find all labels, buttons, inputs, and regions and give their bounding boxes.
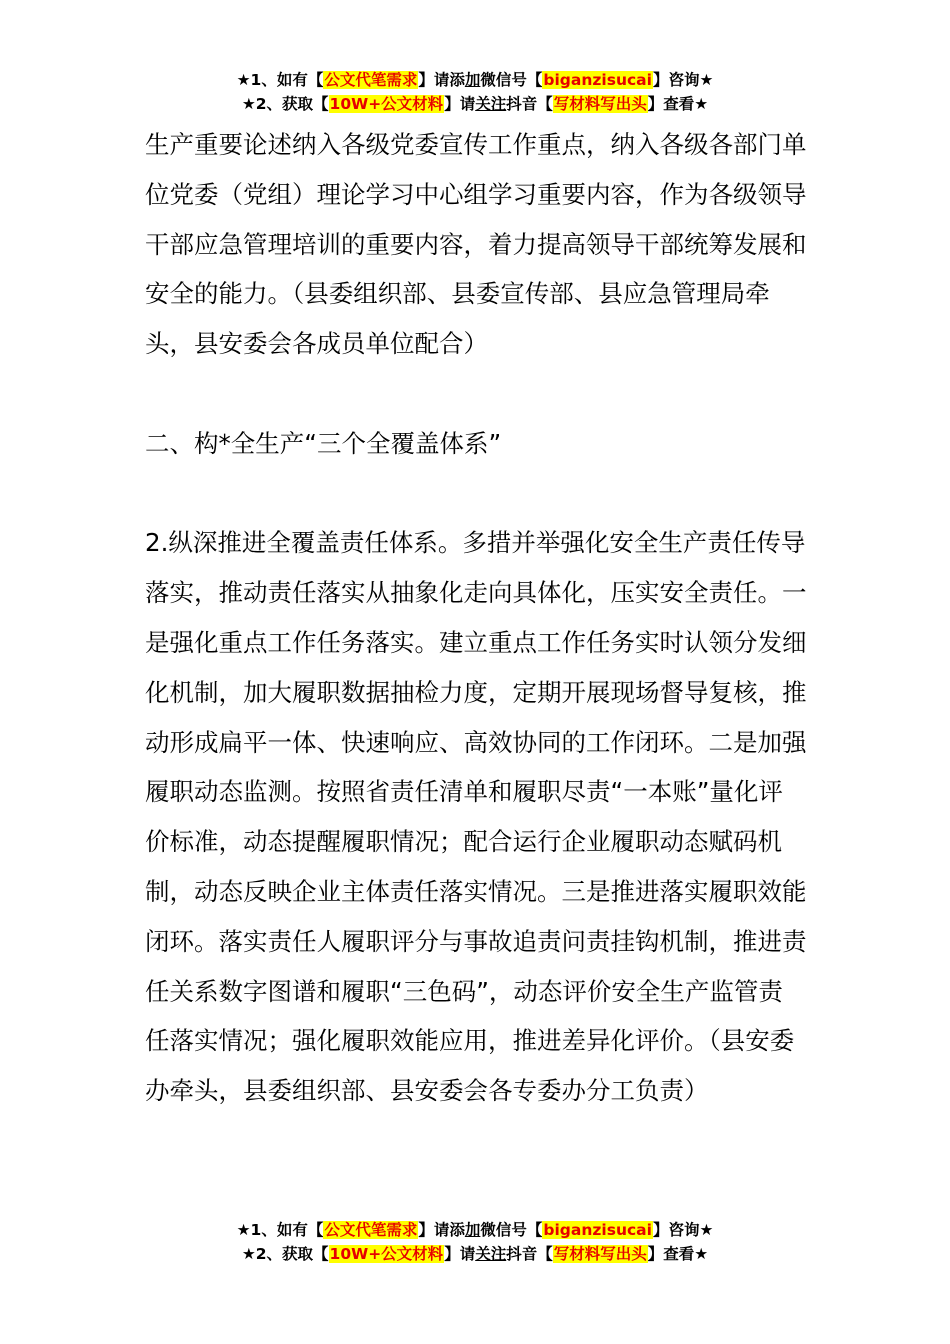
- paragraph-2: 2.纵深推进全覆盖责任体系。多措并举强化安全生产责任传导落实，推动责任落实从抽象化走向具体化，压实安全责任。一是强化重点工作任务落实。建立重点工作任务实时认领分发细化机制，加大履职数据抽检力度，定期开展现场督导复核，推动形成扁平一体、快速响应、高效协同的工作闭环。二是加强履职动态监测。按照省责任清单和履职尽责“一本账”量化评价标准，动态提醒履职情况；配合运行企业履职动态赋码机制，动态反映企业主体责任落实情况。三是推进落实履职效能闭环。落实责任人履职评分与事故追责问责挂钩机制，推进责任关系数字图谱和履职“三色码”，动态评价安全生产监管责任落实情况；强化履职效能应用，推进差异化评价。（县安委办牵头，县委组织部、县安委会各专委办分工负责）: [145, 528, 807, 1106]
- highlight-service: 公文代笔需求: [324, 71, 418, 89]
- highlight-service: 公文代笔需求: [324, 1221, 418, 1239]
- spacer: [145, 369, 807, 419]
- paragraph-1: 生产重要论述纳入各级党委宣传工作重点，纳入各级各部门单位党委（党组）理论学习中心组学习重要内容，作为各级领导干部应急管理培训的重要内容，着力提高领导干部统筹发展和安全的能力。（县委组织部、县委宣传部、县应急管理局牵头，县安委会各成员单位配合）: [145, 130, 807, 359]
- section-heading: 二、构*全生产“三个全覆盖体系”: [145, 428, 502, 458]
- highlight-douyin: 写材料写出头: [553, 95, 647, 113]
- highlight-wechat-id: biganzisucai: [543, 1221, 652, 1239]
- banner-line-1: ★1、如有【公文代笔需求】请添加微信号【biganzisucai】咨询★: [236, 1221, 714, 1239]
- banner-line-2: ★2、获取【10W+公文材料】请关注抖音【写材料写出头】查看★: [241, 95, 709, 113]
- banner-line-2: ★2、获取【10W+公文材料】请关注抖音【写材料写出头】查看★: [241, 1245, 709, 1263]
- highlight-materials: 10W+公文材料: [329, 95, 444, 113]
- document-body: [145, 120, 807, 1116]
- banner-line-1: ★1、如有【公文代笔需求】请添加微信号【biganzisucai】咨询★: [236, 71, 714, 89]
- top-banner: [0, 68, 950, 116]
- highlight-materials: 10W+公文材料: [329, 1245, 444, 1263]
- bottom-banner: [0, 1218, 950, 1266]
- spacer: [145, 469, 807, 519]
- highlight-wechat-id: biganzisucai: [543, 71, 652, 89]
- highlight-douyin: 写材料写出头: [553, 1245, 647, 1263]
